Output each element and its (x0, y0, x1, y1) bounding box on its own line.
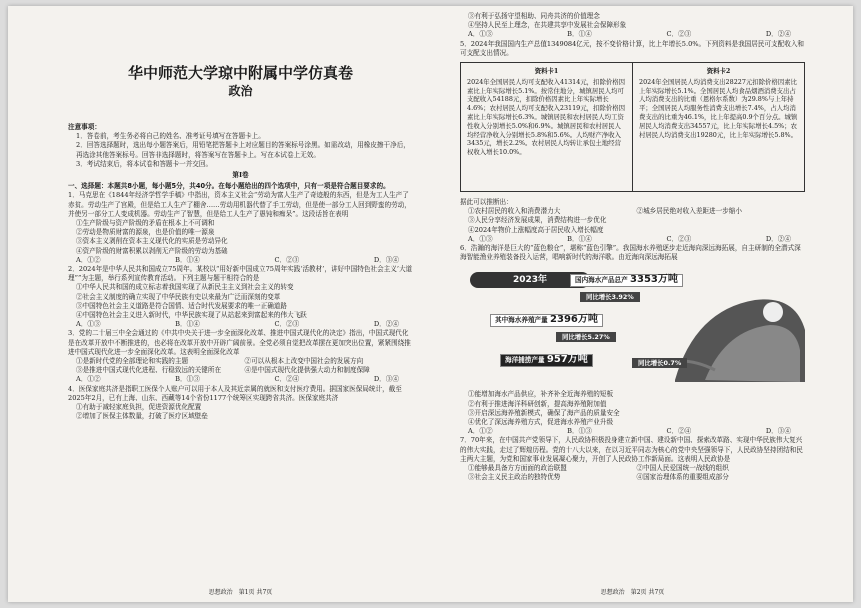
q4-item: ②增加了医保主体数量，打破了医疗区域壁垒 (76, 412, 208, 421)
q3-options (68, 375, 413, 384)
q7-items-row2 (460, 473, 805, 482)
option-b: B．①④ (567, 234, 592, 243)
q1-options (68, 256, 413, 265)
year-banner: 2023年 (470, 272, 590, 288)
option-c: C．②③ (666, 30, 692, 39)
option-b: B．①③ (567, 427, 592, 436)
q7-items-row1 (460, 464, 805, 473)
total-output-label: 国内海水产品总产 (575, 276, 628, 285)
q6-item: ①能增加海水产品供应，补齐补全近海养殖的短板 (468, 390, 614, 399)
option-b: B．①③ (175, 375, 200, 384)
q5-stem: 5．2024年我国国内生产总值1349084亿元，按不变价格计算，比上年增长5.0%。下列资料是我国居民可支配收入和可支配支出情况。 (460, 39, 805, 57)
option-d: D．③④ (373, 375, 399, 384)
q5-item: ①农村居民的收入和消费潜力大 (468, 207, 561, 216)
farmed-output-value: 2396万吨 (550, 314, 598, 326)
q1-stem: 1．马克思在《1844年经济学哲学手稿》中指出，资本主义社会“劳动为富人生产了奇迹般的东西，但是为工人生产了赤贫。劳动生产了宫殿，但是给工人生产了棚舍……劳动用机器代替了手工劳动，但是使一部分工人回到野蛮的劳动，并使另一部分工人变成机器。劳动生产了智慧，但是给工人生产了愚钝和痴呆”。这段话旨在表明 (68, 191, 411, 218)
q2-item: ①中华人民共和国的成立标志着我国实现了从新民主主义到社会主义的转变 (76, 283, 294, 292)
fishing-output-value: 957万吨 (546, 354, 588, 366)
notice-heading: 注意事项： (68, 123, 101, 131)
option-d: D．②④ (373, 320, 399, 329)
q7-stem: 7．70年来，在中国共产党领导下，人民政协积极投身建立新中国、建设新中国、探索改革路、实现中华民族伟大复兴的伟大实践，走过了辉煌历程。党的十八大以来，在以习近平同志为核心的党中央坚强领导下，人民政协坚持团结和民主两大主题，为党和国家事业发展凝心聚力，开创了人民政协工作新局面。这表明人民政协是 (460, 436, 803, 463)
q1-item: ①生产阶级与资产阶级的矛盾在根本上不可调和 (76, 219, 215, 228)
option-d: D．②④ (765, 234, 791, 243)
option-a: A．①② (468, 427, 493, 436)
option-c: C．②③ (274, 320, 300, 329)
q3-item: ②可以从根本上改变中国社会的发展方向 (244, 357, 364, 366)
option-d: D．②④ (765, 30, 791, 39)
q4-options (460, 30, 805, 39)
q7-item: ③社会主义民主政治的独特优势 (468, 473, 561, 482)
q4-stem: 4．医保家庭共济是指职工医保个人账户可以用于本人及其近亲属的就医和支付医疗费用。据国家医保局统计，截至2025年2月，已有上海、山东、西藏等14个省份1177个统筹区实现跨省共济。医保家庭共济 (68, 384, 402, 402)
q5-item: ②城乡居民绝对收入差距进一步缩小 (636, 207, 742, 216)
total-output-value: 3353万吨 (630, 274, 678, 286)
q3-items-row1 (68, 357, 413, 366)
farmed-output-label: 其中海水养殖产量 (495, 316, 548, 325)
q6-stem: 6．浩瀚的海洋是巨大的“蓝色粮仓”，堪称“蓝色引擎”。我国海水养殖逐步走近海向深远海拓展，自主研制的全潜式深海智能渔业养殖装备投入运营，唱响新时代的海洋歌。由近海向深远海拓展 (460, 244, 801, 262)
q7-item: ②中国人民爱国统一战线的组织 (636, 464, 729, 473)
fishing-output-box (500, 354, 593, 366)
option-d: D．③④ (373, 255, 399, 264)
option-c: C．②③ (274, 255, 300, 264)
q2-item: ④中国特色社会主义进入新时代，中华民族实现了从站起来到富起来的伟大飞跃 (76, 311, 307, 320)
farmed-output-box (490, 314, 603, 326)
notice-2: 2．回答选择题时，选出每小题答案后，用铅笔把答题卡上对应题目的答案标号涂黑。如需改动，用橡皮擦干净后，再选涂其他答案标号。回答非选择题时，将答案写在答题卡上。写在本试卷上无效。 (76, 141, 410, 159)
data-card-title: 资料卡2 (706, 67, 731, 76)
option-c: C．②③ (666, 234, 692, 243)
q1-item: ②劳动是物质财富的源泉，也是价值的唯一源泉 (76, 228, 215, 237)
data-card-text: 2024年全国居民人均消费支出28227元扣除价格因素比上年实际增长5.1%。全国居民人均食品烟酒消费支出占人均消费支出的比重（恩格尔系数）为29.8%与上年持平；全国居民人均服务性消费支出增长7.4%，占人均消费支出的比重为46.1%，比上年提高0.9个百分点。城镇居民人均消费支出34557元，比上年实际增长4.5%；农村居民人均消费支出19280元，比上年实际增长5.8%。 (639, 77, 798, 139)
q3-items-row2 (68, 366, 413, 375)
fishing-growth-badge: 同比增长0.7% (632, 358, 687, 368)
exam-title: 华中师范大学琼中附属中学仿真卷 (127, 64, 353, 82)
right-page (460, 12, 805, 482)
q5-item: ③人民分享经济发展成果，消费结构进一步优化 (468, 216, 607, 225)
page-footer-left: 思想政治 第1页 共7页 (208, 589, 273, 596)
total-growth-badge: 同比增长3.92% (580, 292, 640, 302)
q5-lead: 据此可以推断出： (460, 198, 513, 207)
option-a: A．①② (76, 255, 101, 264)
option-a: A．①③ (468, 30, 493, 39)
q1-item: ③资本主义剥削在资本主义现代化的实质是劳动异化 (76, 237, 228, 246)
q4-item: ①有助于减轻家庭负担，促进资源优化配置 (76, 403, 202, 412)
seafood-infographic (460, 270, 805, 382)
section-heading: 第I卷 (232, 171, 249, 180)
q6-item: ③开启深远海养殖新模式，确保了海产品的质量安全 (468, 408, 620, 417)
q2-item: ③中国特色社会主义道路是符合国情、适合时代发展要求的唯一正确道路 (76, 301, 287, 310)
option-c: C．②④ (274, 375, 300, 384)
option-b: B．①④ (175, 255, 200, 264)
q3-stem: 3．党的二十届三中全会通过的《中共中央关于进一步全面深化改革、推进中国式现代化的决定》指出，中国式现代化是在改革开放中不断推进的，也必将在改革开放中开辟广阔前景。全党必须自觉把改革摆在更加突出位置，紧紧围绕推进中国式现代化进一步全面深化改革。这表明全面深化改革 (68, 329, 411, 356)
data-card-1 (461, 63, 632, 191)
q5-options (460, 235, 805, 244)
page-footer-right: 思想政治 第2页 共7页 (600, 589, 665, 596)
notice-1: 1．答卷前，考生务必将自己的姓名、准考证号填写在答题卡上。 (76, 132, 265, 141)
q2-item: ②社会主义制度的确立实现了中华民族有史以来最为广泛而深刻的变革 (76, 292, 281, 301)
option-d: D．③④ (765, 427, 791, 436)
option-b: B．①④ (567, 30, 592, 39)
q2-stem: 2．2024年是中华人民共和国成立75周年。某校以“用好新中国成立75周年实践‘活教材’，讲好中国特色社会主义’大道理””为主题，举行系列宣传教育活动。下列主题与题干相符合的是 (68, 265, 413, 283)
left-page (68, 12, 413, 422)
q3-item: ③是推进中国式现代化进程、行稳致远的关键所在 (76, 366, 222, 375)
q5-item: ④2024年物价上涨幅度高于居民收入增长幅度 (468, 225, 604, 234)
data-card-text: 2024年全国居民人均可支配收入41314元，扣除价格因素比上年实际增长5.1%。按常住地分，城镇居民人均可支配收入54188元，扣除价格因素比上年实际增长4.6%；农村居民人均可支配收入23119元，扣除价格因素比上年实际增长6.3%。城镇居民和农村居民人均工资性收入分别增长5.0%和6.9%。城镇居民和农村居民人均经营净收入分别增长5.8%和5.6%。人均财产净收入3435元，增长2.2%。农村居民人均转让承包土地经营权收入增长10.0%。 (467, 77, 626, 157)
exam-sheet (8, 6, 853, 602)
q7-item: ①能够最具备方方面面的政治联盟 (468, 464, 567, 473)
option-a: A．①② (76, 375, 101, 384)
exam-subject: 政治 (228, 84, 253, 98)
total-output-box (570, 274, 683, 286)
q4-item: ③有利于弘扬守望相助、同舟共济的价值理念 (468, 12, 600, 20)
q1-item: ④资产阶级的财富积累以剥削无产阶级的劳动为基础 (76, 246, 228, 255)
q6-item: ②有利于推进海洋科研创新，提高海养殖附加值 (468, 399, 607, 408)
q7-item: ④国家治理体系的重要组成部分 (636, 473, 729, 482)
q4-item: ④坚持人民至上理念，在共建共享中发展社会保障形象 (468, 21, 627, 30)
option-a: A．①③ (468, 234, 493, 243)
option-b: B．①④ (175, 320, 200, 329)
option-a: A．①③ (76, 320, 101, 329)
part1-instructions: 一、选择题：本题共8小题，每小题5分，共40分。在每小题给出的四个选项中，只有一项是符合题目要求的。 (68, 182, 390, 191)
option-c: C．②④ (666, 427, 692, 436)
fishing-output-label: 海洋捕捞产量 (505, 356, 545, 365)
data-cards (460, 62, 805, 192)
q6-item: ④优化了深远海养殖方式，促进海水养殖产业升级 (468, 418, 614, 427)
farmed-growth-badge: 同比增长5.27% (556, 332, 616, 342)
q3-item: ④是中国式现代化提供强大动力和制度保障 (244, 366, 370, 375)
q3-item: ①是新时代党的全部理论和实践的主题 (76, 357, 189, 366)
data-card-2 (632, 63, 804, 191)
data-card-title: 资料卡1 (534, 67, 559, 76)
notice-3: 3．考试结束后，将本试卷和答题卡一并交回。 (76, 159, 213, 168)
